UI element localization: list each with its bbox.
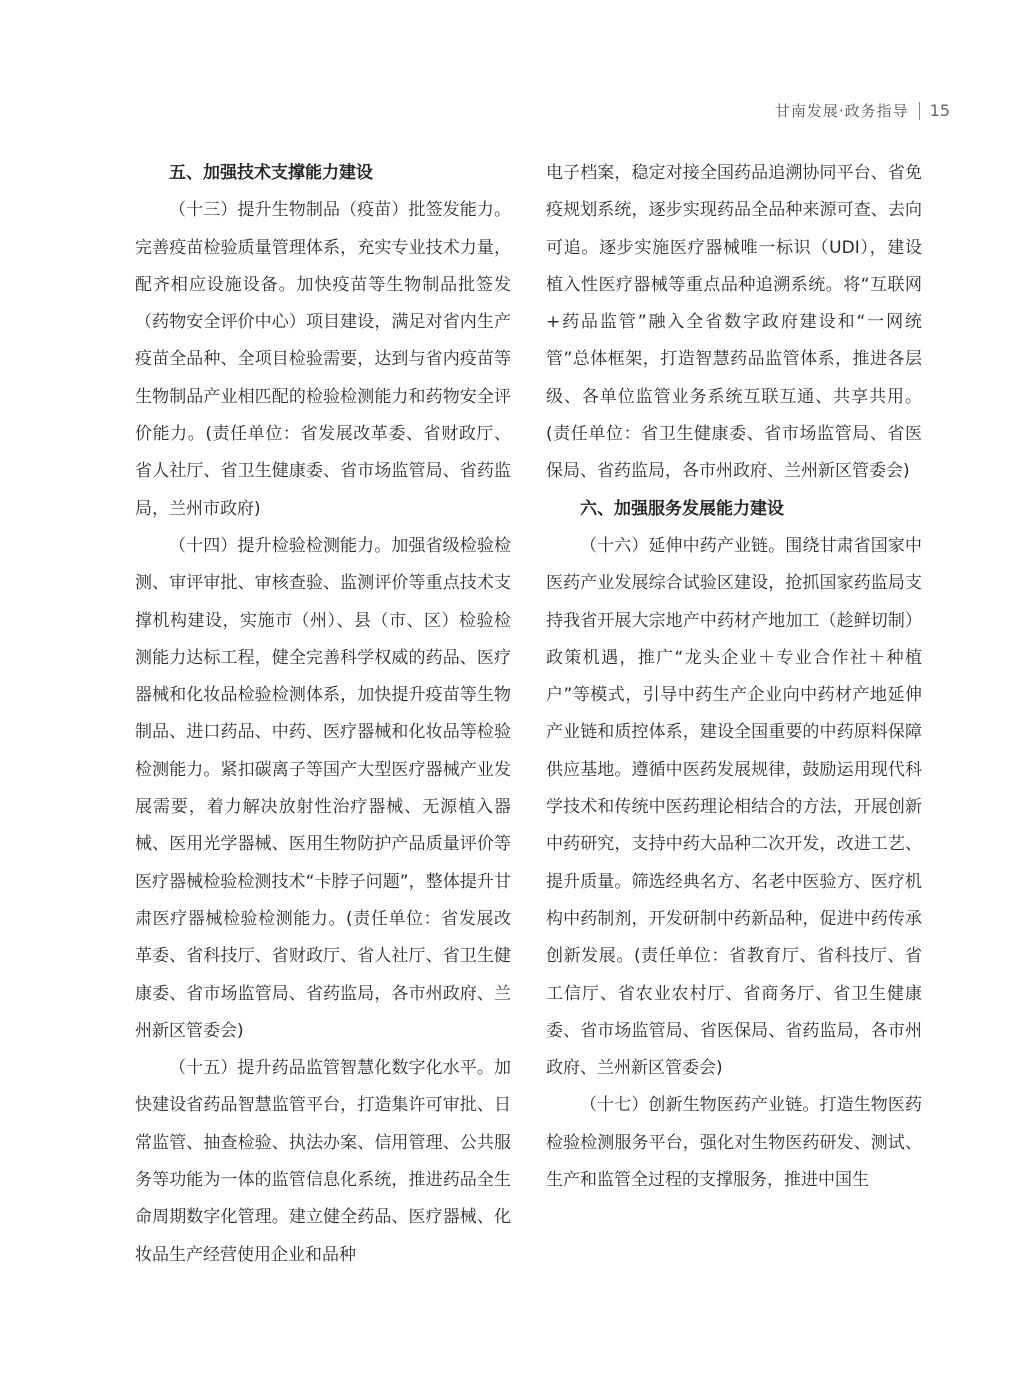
header-title: 甘南发展·政务指导 <box>774 102 909 120</box>
section-heading-5: 五、加强技术支撑能力建设 <box>169 163 373 183</box>
right-column <box>546 155 922 1199</box>
page-number: 15 <box>929 101 950 120</box>
paragraph-15: （十五）提升药品监管智慧化数字化水平。加快建设省药品智慧监管平台，打造集许可审批、日常监管、抽查检验、执法办案、信用管理、公共服务等功能为一体的监管信息化系统，推进药品全生命周期数字化管理。建立健全药品、医疗器械、化妆品生产经营使用企业和品种 <box>135 1058 511 1265</box>
running-header <box>775 100 950 121</box>
paragraph-17: （十七）创新生物医药产业链。打造生物医药检验检测服务平台，强化对生物医药研发、测试、生产和监管全过程的支撑服务，推进中国生 <box>546 1095 922 1191</box>
paragraph-16: （十六）延伸中药产业链。围绕甘肃省国家中医药产业发展综合试验区建设，抢抓国家药监局支持我省开展大宗地产中药材产地加工（趁鲜切制）政策机遇，推广“龙头企业＋专业合作社＋种植户”等模式，引导中药生产企业向中药材产地延伸产业链和质控体系，建设全国重要的中药原料保障供应基地。遵循中医药发展规律，鼓励运用现代科学技术和传统中医药理论相结合的方法，开展创新中药研究，支持中药大品种二次开发，改进工艺、提升质量。筛选经典名方、名老中医验方、医疗机构中药制剂，开发研制中药新品种，促进中药传承创新发展。(责任单位：省教育厅、省科技厅、省工信厅、省农业农村厅、省商务厅、省卫生健康委、省市场监管局、省医保局、省药监局，各市州政府、兰州新区管委会) <box>546 535 922 1079</box>
section-heading-6: 六、加强服务发展能力建设 <box>580 498 784 519</box>
left-column <box>135 155 511 1274</box>
header-divider <box>919 102 920 120</box>
paragraph-13: （十三）提升生物制品（疫苗）批签发能力。完善疫苗检验质量管理体系，充实专业技术力量，配齐相应设施设备。加快疫苗等生物制品批签发（药物安全评价中心）项目建设，满足对省内生产疫苗全品种、全项目检验需要，达到与省内疫苗等生物制品产业相匹配的检验检测能力和药物安全评价能力。(责任单位：省发展改革委、省财政厅、省人社厅、省卫生健康委、省市场监管局、省药监局，兰州市政府) <box>135 200 511 519</box>
paragraph-14: （十四）提升检验检测能力。加强省级检验检测、审评审批、审核查验、监测评价等重点技术支撑机构建设，实施市（州）、县（市、区）检验检测能力达标工程，健全完善科学权威的药品、医疗器械和化妆品检验检测体系，加快提升疫苗等生物制品、进口药品、中药、医疗器械和化妆品等检验检测能力。紧扣碳离子等国产大型医疗器械产业发展需要，着力解决放射性治疗器械、无源植入器械、医用光学器械、医用生物防护产品质量评价等医疗器械检验检测技术“卡脖子问题”，整体提升甘肃医疗器械检验检测能力。(责任单位：省发展改革委、省科技厅、省财政厅、省人社厅、省卫生健康委、省市场监管局、省药监局，各市州政府、兰州新区管委会) <box>135 535 511 1041</box>
paragraph-15-continued: 电子档案，稳定对接全国药品追溯协同平台、省免疫规划系统，逐步实现药品全品种来源可查、去向可追。逐步实施医疗器械唯一标识（UDI），建设植入性医疗器械等重点品种追溯系统。将“互联网+药品监管”融入全省数字政府建设和“一网统管”总体框架，打造智慧药品监管体系，推进各层级、各单位监管业务系统互联互通、共享共用。(责任单位：省卫生健康委、省市场监管局、省医保局、省药监局，各市州政府、兰州新区管委会) <box>546 163 922 482</box>
